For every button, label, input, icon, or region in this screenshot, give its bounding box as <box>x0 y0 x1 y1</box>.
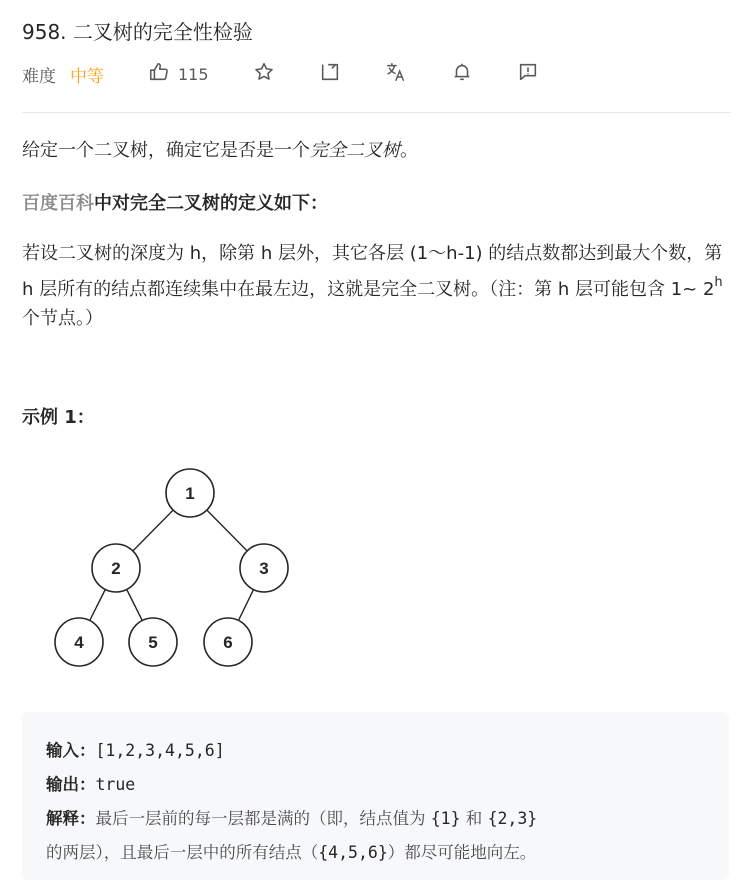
like-count: 115 <box>178 64 209 84</box>
output-label: 输出： <box>46 775 96 794</box>
baike-link[interactable]: 百度百科 <box>22 193 94 214</box>
subscribe-button[interactable] <box>451 61 473 87</box>
example-code-block <box>22 712 729 880</box>
tree-node-label: 5 <box>148 633 158 652</box>
definition-heading <box>22 189 328 218</box>
star-icon <box>253 61 275 87</box>
output-value: true <box>95 775 136 794</box>
input-value: [1,2,3,4,5,6] <box>95 741 225 760</box>
thumbs-up-icon <box>148 61 170 87</box>
input-label: 输入： <box>46 741 96 760</box>
explain-text: ）都尽可能地向左。 <box>387 843 537 862</box>
definition-text <box>22 239 734 333</box>
intro-end: 。 <box>400 140 418 161</box>
difficulty-label: 难度 <box>22 66 56 87</box>
difficulty-badge: 中等 <box>70 66 104 87</box>
translate-icon <box>385 61 407 87</box>
like-button[interactable] <box>148 61 209 87</box>
tree-node-label: 1 <box>185 484 195 503</box>
definition-body: 若设二叉树的深度为 h，除第 h 层外，其它各层 (1～h-1) 的结点数都达到最大个数，第 h 层所有的结点都连续集中在最左边，这就是完全二叉树。（注：第 h 层可能包含 1~ 2 <box>22 243 723 300</box>
share-button[interactable] <box>319 61 341 87</box>
header-divider <box>22 112 731 113</box>
translate-button[interactable] <box>385 61 407 87</box>
explain-text: 最后一层前的每一层都是满的（即，结点值为 <box>95 809 431 828</box>
example-input-line <box>46 734 705 768</box>
favorite-button[interactable] <box>253 61 275 87</box>
share-icon <box>319 61 341 87</box>
example-title: 示例 1： <box>22 407 95 428</box>
tree-node-label: 3 <box>259 559 269 578</box>
definition-heading-text: 中对完全二叉树的定义如下： <box>94 193 328 214</box>
tree-node-label: 4 <box>74 633 84 652</box>
explain-code: {2,3} <box>487 809 538 828</box>
tree-node-label: 6 <box>223 633 233 652</box>
explain-text: 的两层），且最后一层中的所有结点（ <box>46 843 319 862</box>
definition-end: 个节点。） <box>22 308 103 329</box>
problem-meta-toolbar <box>22 60 539 88</box>
explain-code: {4,5,6} <box>318 843 388 862</box>
feedback-icon <box>517 61 539 87</box>
example-explain-line-2 <box>46 836 705 870</box>
explain-code: {1} <box>430 809 461 828</box>
explain-text: 和 <box>460 809 488 828</box>
problem-title: 958. 二叉树的完全性检验 <box>22 20 253 44</box>
binary-tree-diagram <box>40 458 300 678</box>
feedback-button[interactable] <box>517 61 539 87</box>
example-output-line <box>46 768 705 802</box>
bell-icon <box>451 61 473 87</box>
intro-text: 给定一个二叉树，确定它是否是一个 <box>22 140 310 161</box>
intro-term: 完全二叉树 <box>310 140 400 161</box>
explain-label: 解释： <box>46 809 96 828</box>
example-explain-line <box>46 802 705 836</box>
description-intro <box>22 136 418 165</box>
definition-sup: h <box>714 275 723 290</box>
tree-node-label: 2 <box>111 559 121 578</box>
